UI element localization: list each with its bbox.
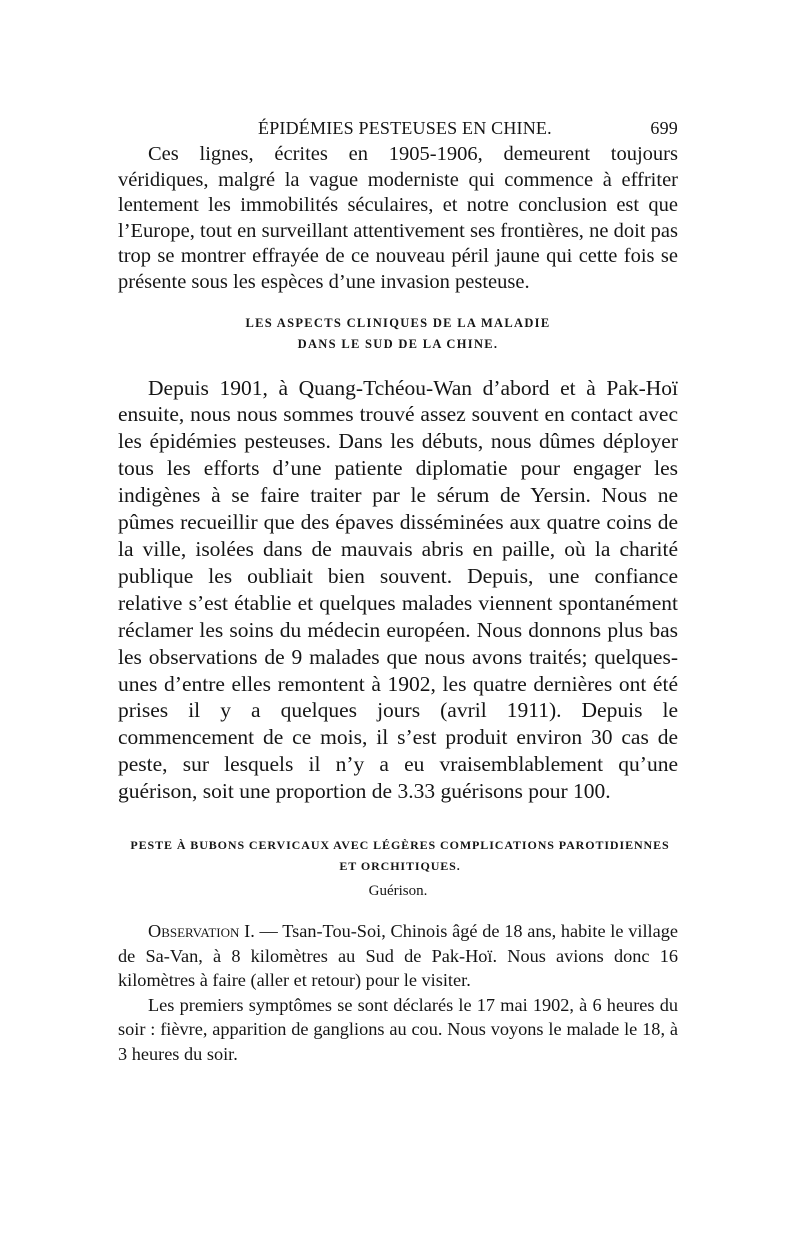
section-heading-line-1: LES ASPECTS CLINIQUES DE LA MALADIE — [245, 315, 551, 330]
running-head — [118, 112, 678, 142]
paragraph-main: Depuis 1901, à Quang-Tchéou-Wan d’abord et à Pak-Hoï ensuite, nous nous sommes trouvé assez souvent en contact avec les épidémies pesteuses. Dans les débuts, nous dûmes déployer tous les efforts d’une patiente diplomatie pour engager les indigènes à se faire traiter par le sérum de Yersin. Nous ne pûmes recueillir que des épaves disséminées aux quatre coins de la ville, isolées dans de mauvais abris en paille, où la charité publique les oubliait bien souvent. Depuis, une confiance relative s’est établie et quelques malades viennent spontanément réclamer les soins du médecin européen. Nous donnons plus bas les observations de 9 malades que nous avons traités; quelques-unes d’entre elles remontent à 1902, les quatre dernières ont été prises il y a quelques jours (avril 1911). Depuis le commencement de ce mois, il s’est produit environ 30 cas de peste, sur lesquels il n’y a eu vraisemblablement qu’une guérison, soit une proportion de 3.33 guérisons pour 100. — [118, 375, 678, 804]
book-page — [118, 112, 678, 1066]
observation-paragraph — [118, 919, 678, 993]
section-heading-clinical-aspects — [118, 313, 678, 355]
paragraph-intro: Ces lignes, écrites en 1905-1906, demeurent toujours véridiques, malgré la vague moderniste qui commence à effriter lentement les immobilités séculaires, et notre conclusion est que l’Europe, tout en surveillant attentivement ses frontières, ne doit pas trop se montrer effrayée de ce nouveau péril jaune qui cette fois se présente sous les espèces d’une invasion pesteuse. — [118, 143, 678, 293]
section-heading-line-1: PESTE À BUBONS CERVICAUX AVEC LÉGÈRES COMPLICATIONS PAROTIDIENNES — [130, 838, 670, 853]
observation-text: Tsan-Tou-Soi, Chinois âgé de 18 ans, habite le village de Sa-Van, à 8 kilomètres au Sud de Pak-Hoï. Nous avions donc 16 kilomètres à faire (aller et retour) pour le visiter. — [118, 921, 678, 991]
page-number: 699 — [650, 118, 678, 138]
section-heading-cervical-buboes — [108, 835, 692, 877]
subheading-outcome: Guérison. — [368, 883, 428, 900]
section-heading-line-2: ET ORCHITIQUES. — [339, 859, 461, 874]
running-head-title: ÉPIDÉMIES PESTEUSES EN CHINE. — [258, 118, 552, 138]
observation-symptoms-paragraph: Les premiers symptômes se sont déclarés le 17 mai 1902, à 6 heures du soir : fièvre, apparition de ganglions au cou. Nous voyons le malade le 18, à 3 heures du soir. — [118, 994, 678, 1064]
section-heading-line-2: DANS LE SUD DE LA CHINE. — [297, 336, 499, 351]
observation-label: Observation I. — — [148, 921, 278, 942]
